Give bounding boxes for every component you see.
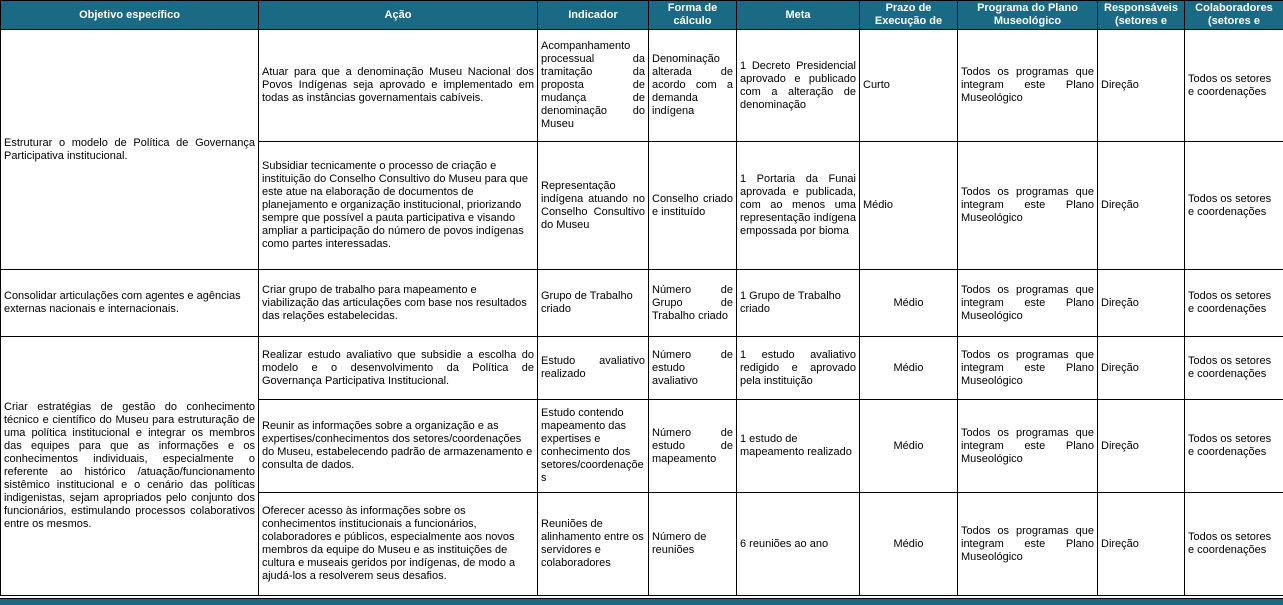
cell-programa: Todos os programas que integram este Plano Museológico xyxy=(958,142,1098,270)
cell-colaboradores: Todos os setores e coordenações xyxy=(1185,270,1283,337)
column-header-colaboradores: Colaboradores (setores e xyxy=(1185,1,1283,30)
cell-responsaveis: Direção xyxy=(1098,142,1185,270)
cell-indicador: Representação indígena atuando no Conselho Consultivo do Museu xyxy=(538,142,649,270)
cell-forma-calculo: Número de Grupo de Trabalho criado xyxy=(649,270,737,337)
cell-forma-calculo: Denominação alterada de acordo com a demanda indígena xyxy=(649,30,737,142)
cell-responsaveis: Direção xyxy=(1098,337,1185,400)
cell-colaboradores: Todos os setores e coordenações xyxy=(1185,400,1283,493)
cell-colaboradores: Todos os setores e coordenações xyxy=(1185,337,1283,400)
next-page-header-strip xyxy=(0,598,1283,605)
cell-forma-calculo: Número de reuniões xyxy=(649,493,737,596)
column-header-forma-de-calculo: Forma de cálculo xyxy=(649,1,737,30)
cell-acao: Realizar estudo avaliativo que subsidie a escolha do modelo e o desenvolvimento da Política de Governança Participativa Institucional. xyxy=(259,337,538,400)
cell-indicador: Estudo contendo mapeamento das expertises e conhecimento dos setores/coordenações xyxy=(538,400,649,493)
cell-forma-calculo: Número de estudo de mapeamento xyxy=(649,400,737,493)
cell-prazo: Médio xyxy=(860,337,958,400)
column-header-acao: Ação xyxy=(259,1,538,30)
cell-programa: Todos os programas que integram este Plano Museológico xyxy=(958,337,1098,400)
header-row xyxy=(1,1,1283,30)
cell-programa: Todos os programas que integram este Plano Museológico xyxy=(958,493,1098,596)
column-header-responsaveis: Responsáveis (setores e xyxy=(1098,1,1185,30)
cell-forma-calculo: Número de estudo avaliativo xyxy=(649,337,737,400)
cell-indicador: Grupo de Trabalho criado xyxy=(538,270,649,337)
cell-responsaveis: Direção xyxy=(1098,400,1185,493)
column-header-meta: Meta xyxy=(737,1,860,30)
cell-meta: 1 Grupo de Trabalho criado xyxy=(737,270,860,337)
cell-responsaveis: Direção xyxy=(1098,270,1185,337)
cell-responsaveis: Direção xyxy=(1098,30,1185,142)
cell-programa: Todos os programas que integram este Plano Museológico xyxy=(958,400,1098,493)
cell-acao: Subsidiar tecnicamente o processo de criação e instituição do Conselho Consultivo do Museu para que este atue na elaboração de documentos de planejamento e organização institucional, priorizando sempre que possível a pauta participativa e visando ampliar a participação do número de povos indígenas como partes interessadas. xyxy=(259,142,538,270)
cell-programa: Todos os programas que integram este Plano Museológico xyxy=(958,270,1098,337)
cell-responsaveis: Direção xyxy=(1098,493,1185,596)
cell-acao: Criar grupo de trabalho para mapeamento e viabilização das articulações com base nos resultados das relações estabelecidas. xyxy=(259,270,538,337)
table-row xyxy=(1,30,1283,142)
column-header-programa-plano-museologico: Programa do Plano Museológico xyxy=(958,1,1098,30)
cell-acao: Reunir as informações sobre a organização e as expertises/conhecimentos dos setores/coordenações do Museu, estabelecendo padrão de armazenamento e consulta de dados. xyxy=(259,400,538,493)
objective-cell: Criar estratégias de gestão do conhecimento técnico e científico do Museu para estruturação de uma política institucional e integrar os membros das equipes para que as informações e os conhecimentos individuais, especialmente o referente ao histórico /atuação/funcionamento sistêmico institucional e o cenário das políticas indigenistas, sejam apropriados pelo conjunto dos funcionários, estimulando processos colaborativos entre os mesmos. xyxy=(1,337,259,596)
cell-programa: Todos os programas que integram este Plano Museológico xyxy=(958,30,1098,142)
objective-cell: Consolidar articulações com agentes e agências externas nacionais e internacionais. xyxy=(1,270,259,337)
cell-indicador: Estudo avaliativo realizado xyxy=(538,337,649,400)
cell-meta: 1 Portaria da Funai aprovada e publicada, com ao menos uma representação indígena empossada por bioma xyxy=(737,142,860,270)
cell-colaboradores: Todos os setores e coordenações xyxy=(1185,30,1283,142)
cell-indicador: Acompanhamento processual da tramitação da proposta de mudança de denominação do Museu xyxy=(538,30,649,142)
cell-acao: Atuar para que a denominação Museu Nacional dos Povos Indígenas seja aprovado e implementado em todas as instâncias governamentais cabíveis. xyxy=(259,30,538,142)
cell-meta: 1 estudo avaliativo redigido e aprovado pela instituição xyxy=(737,337,860,400)
table-row xyxy=(1,337,1283,400)
cell-forma-calculo: Conselho criado e instituído xyxy=(649,142,737,270)
cell-prazo: Médio xyxy=(860,142,958,270)
cell-indicador: Reuniões de alinhamento entre os servidores e colaboradores xyxy=(538,493,649,596)
cell-colaboradores: Todos os setores e coordenações xyxy=(1185,142,1283,270)
column-header-objetivo-especifico: Objetivo específico xyxy=(1,1,259,30)
cell-prazo: Curto xyxy=(860,30,958,142)
cell-meta: 6 reuniões ao ano xyxy=(737,493,860,596)
column-header-prazo-de-execucao: Prazo de Execução de xyxy=(860,1,958,30)
table-row xyxy=(1,270,1283,337)
cell-prazo: Médio xyxy=(860,493,958,596)
cell-colaboradores: Todos os setores e coordenações xyxy=(1185,493,1283,596)
objective-cell: Estruturar o modelo de Política de Governança Participativa institucional. xyxy=(1,30,259,270)
cell-acao: Oferecer acesso às informações sobre os conhecimentos institucionais a funcionários, colaboradores e públicos, especialmente aos novos membros da equipe do Museu e as instituições de cultura e museais geridos por indígenas, de modo a ajudá-los a resolverem seus desafios. xyxy=(259,493,538,596)
cell-meta: 1 Decreto Presidencial aprovado e publicado com a alteração de denominação xyxy=(737,30,860,142)
cell-meta: 1 estudo de mapeamento realizado xyxy=(737,400,860,493)
cell-prazo: Médio xyxy=(860,270,958,337)
cell-prazo: Médio xyxy=(860,400,958,493)
column-header-indicador: Indicador xyxy=(538,1,649,30)
